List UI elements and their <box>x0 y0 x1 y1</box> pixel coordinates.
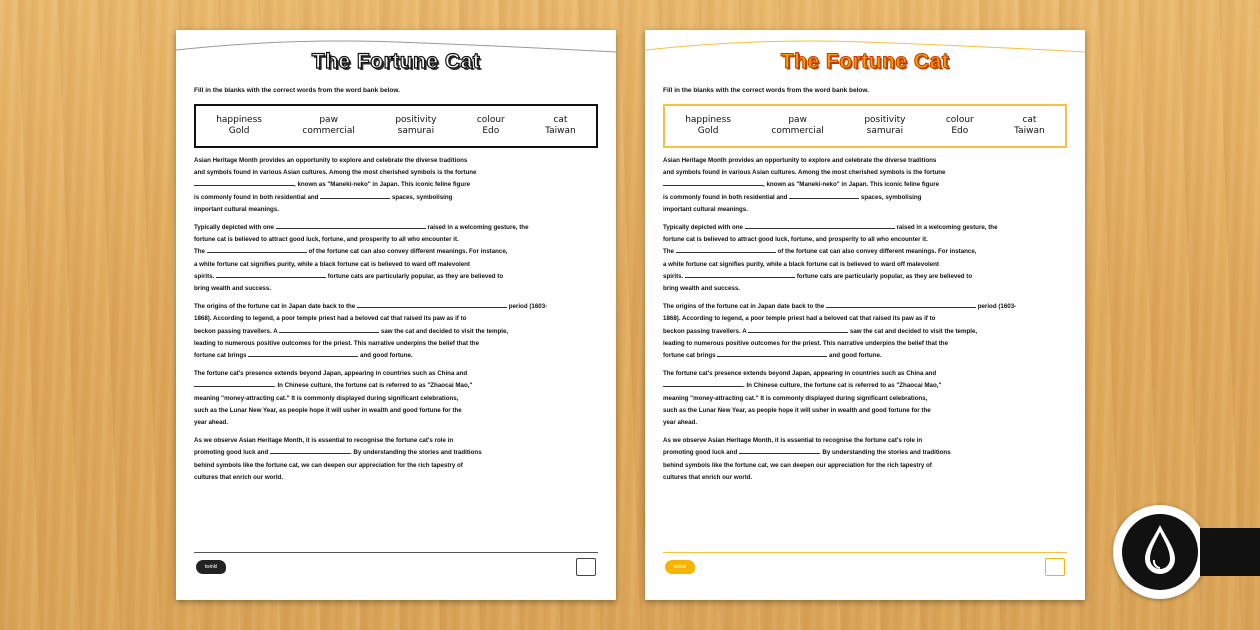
footer-right <box>576 558 596 576</box>
word-bank-word: Taiwan <box>545 126 576 136</box>
paragraph-3 <box>663 301 1067 362</box>
fill-in-blank[interactable] <box>717 350 827 357</box>
worksheet-black-and-white <box>176 30 616 600</box>
paragraph-line <box>663 405 1067 417</box>
paragraph-text: fortune cats are particularly popular, as they are believed to <box>326 272 504 280</box>
instruction-text: Fill in the blanks with the correct words from the word bank below. <box>194 87 400 94</box>
paragraph-line <box>194 460 598 472</box>
paragraph-text: The <box>663 248 676 256</box>
paragraph-text: behind symbols like the fortune cat, we can deepen our appreciation for the rich tapestry of <box>663 461 932 469</box>
word-bank-word: happiness <box>685 115 731 125</box>
paragraph-line <box>194 313 598 325</box>
paragraph-line <box>663 338 1067 350</box>
footer-right <box>1045 558 1065 576</box>
paragraph-line <box>663 313 1067 325</box>
paragraph-2 <box>663 222 1067 295</box>
word-bank-column <box>685 115 731 137</box>
word-bank-column <box>216 115 262 137</box>
worksheet-body <box>663 155 1067 490</box>
paragraph-line <box>663 472 1067 484</box>
paragraph-text: and symbols found in various Asian cultures. Among the most cherished symbols is the fortune <box>194 169 477 177</box>
paragraph-2 <box>194 222 598 295</box>
ink-drop-icon <box>1113 505 1207 599</box>
fill-in-blank[interactable] <box>357 301 507 308</box>
word-bank-column <box>477 115 505 137</box>
paragraph-text: meaning "money-attracting cat." It is commonly displayed during significant celebrations, <box>663 394 928 402</box>
paragraph-text: Asian Heritage Month provides an opportunity to explore and celebrate the diverse traditions <box>194 157 468 164</box>
paragraph-text: Typically depicted with one <box>663 224 745 232</box>
paragraph-line <box>194 222 598 234</box>
word-bank <box>194 104 598 148</box>
fill-in-blank[interactable] <box>789 192 859 199</box>
paragraph-text: 1868). According to legend, a poor temple priest had a beloved cat that raised its paw as if to <box>194 315 467 323</box>
paragraph-text: and symbols found in various Asian cultures. Among the most cherished symbols is the fortune <box>663 169 946 177</box>
fill-in-blank[interactable] <box>676 246 776 253</box>
paragraph-1 <box>194 155 598 216</box>
word-bank-word: paw <box>319 115 338 125</box>
paragraph-text: bring wealth and success. <box>663 285 741 293</box>
paragraph-line <box>663 222 1067 234</box>
paragraph-line <box>194 472 598 484</box>
ink-saving-badge[interactable] <box>1113 505 1207 599</box>
paragraph-line <box>663 155 1067 167</box>
word-bank-word: commercial <box>771 126 824 136</box>
paragraph-text: beckon passing travellers. A <box>194 327 280 335</box>
word-bank-column <box>395 115 436 137</box>
paragraph-5 <box>194 435 598 484</box>
word-bank-word: samurai <box>397 126 435 136</box>
paragraph-line <box>194 259 598 271</box>
paragraph-line <box>194 338 598 350</box>
paragraph-text: . In Chinese culture, the fortune cat is referred to as "Zhaocai Mao," <box>743 382 942 390</box>
paragraph-text: promoting good luck and <box>194 449 270 457</box>
paragraph-line <box>194 405 598 417</box>
paragraph-line <box>663 283 1067 295</box>
word-bank-column <box>864 115 905 137</box>
paragraph-text: such as the Lunar New Year, as people hope it will usher in wealth and good fortune for the <box>663 406 931 414</box>
fill-in-blank[interactable] <box>248 350 358 357</box>
paragraph-line <box>663 271 1067 283</box>
word-bank-word: positivity <box>395 115 437 125</box>
fill-in-blank[interactable] <box>685 271 795 278</box>
paragraph-line <box>663 167 1067 179</box>
paragraph-text: spaces, symbolising <box>859 193 922 201</box>
fill-in-blank[interactable] <box>194 380 274 387</box>
paragraph-text: and good fortune. <box>827 352 882 360</box>
footer-divider <box>194 552 598 553</box>
paragraph-text: such as the Lunar New Year, as people hope it will usher in wealth and good fortune for the <box>194 406 462 414</box>
fill-in-blank[interactable] <box>194 179 294 186</box>
paragraph-text: of the fortune cat can also convey different meanings. For instance, <box>306 248 508 256</box>
paragraph-text: , known as "Maneki-neko" in Japan. This iconic feline figure <box>763 181 940 189</box>
paragraph-text: fortune cat is believed to attract good luck, fortune, and prosperity to all who encounter it. <box>663 236 928 244</box>
word-bank-column <box>545 115 576 137</box>
paragraph-line <box>194 393 598 405</box>
fill-in-blank[interactable] <box>270 447 350 454</box>
paragraph-text: fortune cats are particularly popular, as they are believed to <box>795 272 973 280</box>
paragraph-line <box>663 204 1067 216</box>
word-bank-word: colour <box>476 115 505 125</box>
fill-in-blank[interactable] <box>663 380 743 387</box>
paragraph-text: period (1603- <box>975 303 1017 311</box>
paragraph-text: saw the cat and decided to visit the temple, <box>848 327 978 335</box>
paragraph-line <box>194 246 598 258</box>
fill-in-blank[interactable] <box>320 192 390 199</box>
fill-in-blank[interactable] <box>748 326 848 333</box>
paragraph-line <box>194 204 598 216</box>
paragraph-line <box>663 447 1067 459</box>
word-bank-word: positivity <box>864 115 906 125</box>
worksheet-title: The Fortune Cat <box>311 50 481 73</box>
word-bank-column <box>771 115 824 137</box>
paragraph-line <box>194 155 598 167</box>
paragraph-text: leading to numerous positive outcomes for the priest. This narrative underpins the belief that the <box>663 339 949 347</box>
paragraph-text: . By understanding the stories and traditions <box>349 449 482 457</box>
paragraph-line <box>663 350 1067 362</box>
paragraph-line <box>663 179 1067 191</box>
instruction-text: Fill in the blanks with the correct words from the word bank below. <box>663 87 869 94</box>
paragraph-text: behind symbols like the fortune cat, we can deepen our appreciation for the rich tapestry of <box>194 461 463 469</box>
paragraph-text: . In Chinese culture, the fortune cat is referred to as "Zhaocai Mao," <box>274 382 473 390</box>
word-bank-word: Edo <box>951 126 969 136</box>
paragraph-text: year ahead. <box>194 419 229 427</box>
worksheet-colour <box>645 30 1085 600</box>
word-bank-word: Gold <box>228 126 250 136</box>
paragraph-line <box>663 234 1067 246</box>
paragraph-text: The fortune cat's presence extends beyond Japan, appearing in countries such as China and <box>663 370 937 378</box>
paragraph-line <box>663 326 1067 338</box>
word-bank-word: happiness <box>216 115 262 125</box>
paragraph-3 <box>194 301 598 362</box>
paragraph-text: 1868). According to legend, a poor temple priest had a beloved cat that raised its paw as if to <box>663 315 936 323</box>
paragraph-text: As we observe Asian Heritage Month, it is essential to recognise the fortune cat's role in <box>194 437 454 445</box>
paragraph-text: As we observe Asian Heritage Month, it is essential to recognise the fortune cat's role in <box>663 437 923 445</box>
paragraph-text: a white fortune cat signifies purity, while a black fortune cat is believed to ward off malevolent <box>663 260 939 268</box>
paragraph-line <box>663 380 1067 392</box>
paragraph-line <box>194 192 598 204</box>
paragraph-text: bring wealth and success. <box>194 285 272 293</box>
paragraph-4 <box>194 368 598 429</box>
worksheet-body <box>194 155 598 490</box>
paragraph-line <box>194 301 598 313</box>
paragraph-line <box>194 167 598 179</box>
word-bank-word: Gold <box>697 126 719 136</box>
twinkl-logo: twinkl <box>665 560 695 574</box>
paragraph-line <box>663 393 1067 405</box>
worksheet-title: The Fortune Cat <box>780 50 950 73</box>
paragraph-5 <box>663 435 1067 484</box>
paragraph-line <box>194 435 598 447</box>
fill-in-blank[interactable] <box>279 326 379 333</box>
word-bank-word: cat <box>553 115 568 125</box>
fill-in-blank[interactable] <box>207 246 307 253</box>
fill-in-blank[interactable] <box>739 447 819 454</box>
paragraph-text: cultures that enrich our world. <box>663 473 753 481</box>
paragraph-line <box>663 460 1067 472</box>
paragraph-text: fortune cat brings <box>663 352 718 360</box>
paragraph-line <box>194 326 598 338</box>
paragraph-text: fortune cat is believed to attract good luck, fortune, and prosperity to all who encounter it. <box>194 236 459 244</box>
fill-in-blank[interactable] <box>276 222 426 229</box>
paragraph-text: spirits. <box>663 272 686 280</box>
word-bank-column <box>946 115 974 137</box>
paragraph-text: Asian Heritage Month provides an opportunity to explore and celebrate the diverse traditions <box>663 157 937 164</box>
word-bank-column <box>1014 115 1045 137</box>
word-bank-word: colour <box>945 115 974 125</box>
fill-in-blank[interactable] <box>216 271 326 278</box>
paragraph-1 <box>663 155 1067 216</box>
paragraph-text: raised in a welcoming gesture, the <box>425 224 529 232</box>
paragraph-text: The <box>194 248 207 256</box>
paragraph-text: leading to numerous positive outcomes for the priest. This narrative underpins the belief that the <box>194 339 480 347</box>
paragraph-text: . By understanding the stories and traditions <box>818 449 951 457</box>
paragraph-line <box>663 192 1067 204</box>
badge-tab <box>1200 528 1260 576</box>
paragraph-text: of the fortune cat can also convey different meanings. For instance, <box>775 248 977 256</box>
paragraph-text: Typically depicted with one <box>194 224 276 232</box>
paragraph-text: year ahead. <box>663 419 698 427</box>
paragraph-4 <box>663 368 1067 429</box>
paragraph-line <box>194 179 598 191</box>
twinkl-logo: twinkl <box>196 560 226 574</box>
word-bank-word: samurai <box>866 126 904 136</box>
qr-code-icon <box>1045 558 1065 576</box>
paragraph-text: promoting good luck and <box>663 449 739 457</box>
paragraph-text: and good fortune. <box>358 352 413 360</box>
paragraph-text: period (1603- <box>506 303 548 311</box>
paragraph-line <box>194 417 598 429</box>
word-bank-word: cat <box>1022 115 1037 125</box>
paragraph-line <box>663 259 1067 271</box>
paragraph-line <box>194 380 598 392</box>
word-bank-word: commercial <box>302 126 355 136</box>
paragraph-line <box>663 417 1067 429</box>
word-bank-word: Taiwan <box>1014 126 1045 136</box>
paragraph-text: spaces, symbolising <box>390 193 453 201</box>
word-bank <box>663 104 1067 148</box>
paragraph-line <box>194 234 598 246</box>
fill-in-blank[interactable] <box>745 222 895 229</box>
fill-in-blank[interactable] <box>663 179 763 186</box>
fill-in-blank[interactable] <box>826 301 976 308</box>
paragraph-line <box>663 301 1067 313</box>
paragraph-line <box>194 283 598 295</box>
paragraph-text: cultures that enrich our world. <box>194 473 284 481</box>
paragraph-text: , known as "Maneki-neko" in Japan. This iconic feline figure <box>294 181 471 189</box>
paragraph-text: important cultural meanings. <box>194 205 279 213</box>
paragraph-line <box>194 368 598 380</box>
paragraph-text: beckon passing travellers. A <box>663 327 749 335</box>
paragraph-line <box>663 435 1067 447</box>
paragraph-text: is commonly found in both residential and <box>663 193 790 201</box>
paragraph-text: important cultural meanings. <box>663 205 748 213</box>
paragraph-line <box>194 271 598 283</box>
word-bank-column <box>302 115 355 137</box>
qr-code-icon <box>576 558 596 576</box>
paragraph-text: fortune cat brings <box>194 352 249 360</box>
word-bank-word: Edo <box>482 126 500 136</box>
paragraph-text: The origins of the fortune cat in Japan date back to the <box>194 303 357 311</box>
paragraph-line <box>663 246 1067 258</box>
paragraph-text: The origins of the fortune cat in Japan date back to the <box>663 303 826 311</box>
paragraph-line <box>194 350 598 362</box>
paragraph-text: saw the cat and decided to visit the temple, <box>379 327 509 335</box>
footer-divider <box>663 552 1067 553</box>
paragraph-line <box>194 447 598 459</box>
paragraph-text: is commonly found in both residential and <box>194 193 321 201</box>
paragraph-text: The fortune cat's presence extends beyond Japan, appearing in countries such as China and <box>194 370 468 378</box>
paragraph-text: meaning "money-attracting cat." It is commonly displayed during significant celebrations, <box>194 394 459 402</box>
paragraph-text: a white fortune cat signifies purity, while a black fortune cat is believed to ward off malevolent <box>194 260 470 268</box>
word-bank-word: paw <box>788 115 807 125</box>
paragraph-text: spirits. <box>194 272 217 280</box>
paragraph-line <box>663 368 1067 380</box>
paragraph-text: raised in a welcoming gesture, the <box>894 224 998 232</box>
